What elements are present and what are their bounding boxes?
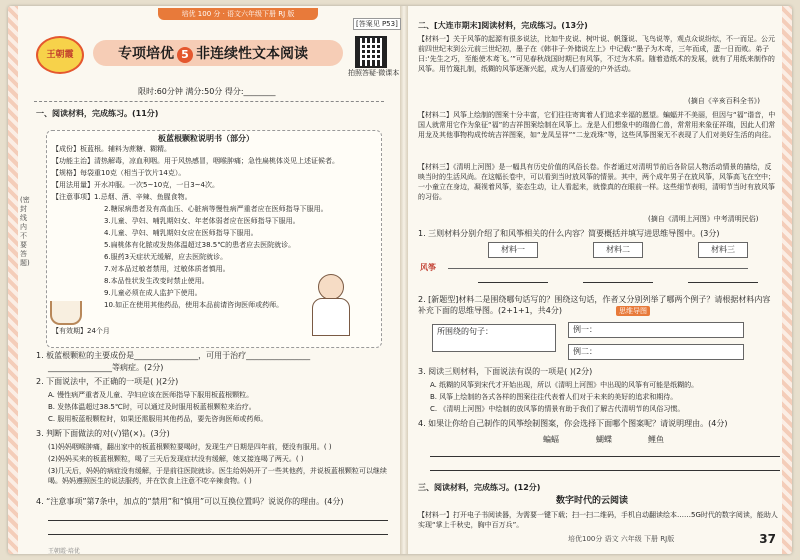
q3-item-1: (1)妈妈咽喉肿痛，翻出家中的板蓝根颗粒要喝时，发现生产日期是四年前，便没有服用。( ) [48, 443, 332, 451]
r-question-2: 2. [新题型]材料二是围绕哪句话写的？围绕这句话，作者又分别列举了哪两个例子？请根据材料内容补充下面的思维导图。(2+1+1，共4分) [418, 295, 771, 315]
r-question-4: 4. 如果让你给自己制作的风筝绘制图案，你会选择下面哪个图案呢？请说明理由。(4分) [418, 419, 728, 428]
mindmap-tag: 思维导图 [616, 306, 650, 316]
test-meta: 限时:60分钟 满分:50分 得分:________ [138, 87, 276, 96]
r-q3-option-c: C. 《清明上河图》中绘制的放风筝的情景有助于我们了解古代清明节的风俗习惯。 [430, 405, 685, 413]
item-ingredients: 【成份】板蓝根。辅料为蔗糖、糊精。 [52, 145, 171, 153]
box-title: 板蓝根颗粒说明书（部分） [158, 134, 254, 143]
answer-line[interactable] [688, 282, 758, 283]
material-1-source: (摘自《辛亥百科全书》) [688, 97, 760, 105]
qr-code-icon[interactable] [355, 36, 387, 68]
section-3-heading: 三、阅读材料，完成练习。(12分) [418, 483, 541, 492]
question-1: 1. 板蓝根颗粒的主要成份是________________，可用于治疗________________ [36, 351, 311, 360]
seal-line-note: (密封线内不要答题) [20, 196, 30, 267]
r-q3-option-a: A. 纸糊的风筝到宋代才开始出现，所以《清明上河图》中出现的风筝有可能是纸糊的。 [430, 381, 699, 389]
material-1: 【材料一】关于风筝的起源有很多说法，比如牛皮说、树叶说、帆篷说、飞鸟说等，观点众说纷纭，不一而足。公元前四世纪末到公元前三世纪初，墨子在《韩非子·外储说左上》中记载:“墨子为木鸢，三年而成，蜚一日而败。弟子曰:‘先生之巧，至能使木鸢飞。’”可见春秋战国时期已有风筝，不过为木质。随着造纸术的发展，就有了用纸来制作的风筝。用竹篾扎制，纸糊的风筝逐渐兴起，成为人们喜爱的户外活动。 [418, 35, 775, 73]
left-footer: 王朝霞·培优 [48, 548, 80, 554]
left-border [8, 6, 18, 554]
section-2-heading: 二、[大连市期末]阅读材料，完成练习。(13分) [418, 21, 588, 30]
mindmap-node-material-2: 材料二 [593, 242, 643, 258]
item-caution-8: 8.本品性状发生改变时禁止使用。 [104, 277, 209, 285]
answer-reference: [答案见 P53] [353, 18, 401, 30]
brand-logo: 王朝霞 [36, 36, 84, 74]
answer-line[interactable] [48, 534, 388, 535]
tea-cup-illustration [50, 301, 82, 325]
example-1-box[interactable] [568, 322, 744, 338]
material-3-source: (摘自《清明上河图》中考清明民俗) [648, 215, 759, 223]
title-main: 非连续性文本阅读 [196, 46, 308, 62]
example-2-label: 例二： [573, 347, 597, 356]
pattern-option-butterfly: 蝴蝶 [596, 435, 612, 444]
r-question-3: 3. 阅读三则材料，下面说法有误的一项是( )(2分) [418, 367, 593, 376]
item-function: 【功能主治】清热解毒，凉血利咽。用于风热感冒，咽喉肿痛；急性扁桃体炎见上述证候者。 [52, 157, 339, 165]
answer-line[interactable] [478, 282, 548, 283]
mindmap-node-material-1: 材料一 [488, 242, 538, 258]
r-question-1: 1. 三则材料分别介绍了和风筝相关的什么内容？简要概括并填写进思维导图中。(3分) [418, 229, 720, 238]
item-caution-10: 10.如正在使用其他药品，使用本品前请咨询医师或药师。 [104, 301, 284, 309]
mindmap-connector [448, 268, 748, 269]
answer-line[interactable] [430, 470, 780, 471]
item-caution-6: 6.服药3天症状无缓解，应去医院就诊。 [104, 253, 228, 261]
question-2: 2. 下面说法中，不正确的一项是( )(2分) [36, 377, 179, 386]
item-caution-3: 3.儿童、孕妇、哺乳期妇女、年老体弱者应在医师指导下服用。 [104, 217, 300, 225]
page-title [118, 46, 308, 63]
answer-line[interactable] [48, 520, 388, 521]
worksheet [8, 6, 792, 554]
answer-line[interactable] [430, 456, 780, 457]
mindmap-node-material-3: 材料三 [698, 242, 748, 258]
center-sentence-box[interactable] [432, 324, 556, 352]
item-validity: 【有效期】24个月 [52, 327, 110, 335]
item-spec: 【规格】每袋重10克（相当于饮片14克）。 [52, 169, 186, 177]
section-number: 5 [177, 47, 193, 63]
item-caution-1: 【注意事项】1.忌烟、酒、辛辣、鱼腥食物。 [52, 193, 192, 201]
material-3: 【材料三】《清明上河图》是一幅具有历史价值的风俗长卷。作者通过对清明节前后各阶层人物活动情景的描绘，反映当时的生活风尚。在这幅长卷中，可以看到当时放风筝的情景。其中，两个成年男子在放风筝，风筝高飞在空中；一小童立在身边，凝视着风筝，姿态生动，让人看起来，就像真的在眼前一样。这些细节表明，清明节当时有放风筝的习俗。 [418, 163, 775, 201]
pattern-option-carp: 鲤鱼 [648, 435, 664, 444]
page-number: 37 [759, 532, 776, 546]
pattern-option-bat: 蝙蝠 [543, 435, 559, 444]
divider [34, 101, 384, 102]
right-border [782, 6, 792, 554]
section-3-material-1: 【材料一】打开电子书阅读器，为需要一键下载；扫一扫二维码，手机自动翻读绘本……5G时代的数字阅读，能助人实现“掌上千秋史，胸中百万兵”。 [418, 511, 778, 529]
item-caution-7: 7.对本品过敏者禁用，过敏体质者慎用。 [104, 265, 230, 273]
q2-option-a: A. 慢性病严重者及儿童、孕妇应该在医师指导下服用板蓝根颗粒。 [48, 391, 254, 399]
doctor-illustration [308, 274, 352, 334]
qr-caption: 拍照答疑·微课本 [348, 69, 400, 77]
material-2: 【材料二】风筝上绘制的图案十分丰富，它们往往寄寓着人们追求幸福的愿望。蝙蝠并不美丽，但因与“福”谐音，中国人就常用它作为象征“福”的吉祥图案绘制在风筝上。龙是人们想象中的瑞兽仁兽，常常用来象征祥瑞，因此人们常用龙及其他事物构成传统吉祥图案，如“龙凤呈祥”“二龙戏珠”等，这些风筝图案无不表现了人们对美好生活的向往。 [418, 111, 776, 139]
article-title: 数字时代的云阅读 [556, 496, 629, 506]
item-usage: 【用法用量】开水冲服。一次5~10克，一日3~4次。 [52, 181, 219, 189]
title-prefix: 专项培优 [118, 46, 174, 62]
r-q3-option-b: B. 风筝上绘制的各式各样的图案往往代表着人们对于未来的美好的追求和期待。 [430, 393, 678, 401]
kite-root-label: 风筝 [420, 263, 436, 272]
q2-option-c: C. 服用板蓝根颗粒时，如果还需服用其他药品，要先咨询医师或药师。 [48, 415, 268, 423]
q3-item-2: (2)妈妈买来的板蓝根颗粒，喝了三天后发现症状没有缓解，她又接连喝了两天。( ) [48, 455, 304, 463]
question-3: 3. 判断下面做法的对(√)错(×)。(3分) [36, 429, 170, 438]
question-4: 4. “注意事项”第7条中，加点的“禁用”和“慎用”可以互换位置吗？说说你的理由。(4分) [36, 497, 344, 506]
center-sentence-label: 所围绕的句子： [437, 327, 493, 336]
item-caution-5: 5.扁桃体有化脓或发热体温超过38.5℃的患者应去医院就诊。 [104, 241, 296, 249]
section-1-heading: 一、阅读材料，完成练习。(11分) [36, 109, 159, 118]
example-1-label: 例一： [573, 325, 597, 334]
page-fold [400, 6, 408, 554]
footer-info: 培优100分 语文 六年级 下册 RJ版 [568, 535, 675, 543]
question-1-cont: ________________等病症。(2分) [48, 363, 164, 372]
q3-item-3: (3)几天后，妈妈的病症没有缓解，于是前往医院就诊。医生给妈妈开了一些其他药，并说板蓝根颗粒可以继续喝。妈妈遵照医生的说法服药，并在饮食上注意不吃辛辣食物。( ) [48, 467, 387, 485]
item-caution-2: 2.糖尿病患者及有高血压、心脏病等慢性病严重者应在医师指导下服用。 [104, 205, 328, 213]
item-caution-9: 9.儿童必须在成人监护下使用。 [104, 289, 202, 297]
example-2-box[interactable] [568, 344, 744, 360]
top-banner: 培优 100 分 · 语文六年级下册 RJ 版 [158, 8, 318, 20]
q2-option-b: B. 发热体温超过38.5℃时，可以通过及时服用板蓝根颗粒来治疗。 [48, 403, 256, 411]
answer-line[interactable] [583, 282, 653, 283]
item-caution-4: 4.儿童、孕妇、哺乳期妇女应在医师指导下服用。 [104, 229, 258, 237]
